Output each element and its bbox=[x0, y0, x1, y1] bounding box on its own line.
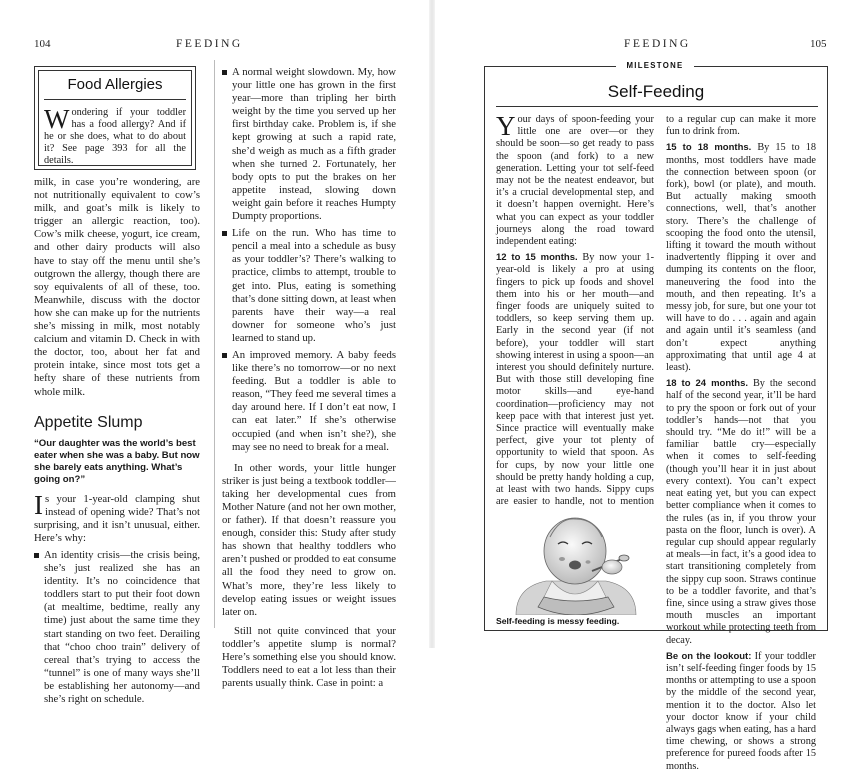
running-head: FEEDING bbox=[176, 38, 243, 50]
list-item: Life on the run. Who has time to pencil a meal into a schedule as busy as your toddler’s? There’s walking to practice, climbs to attempt, trouble to get into. Plus, eating is something that’s done sitting down, at least when parents have their way—a real downer for someone who’s just learned to stand up. bbox=[222, 227, 396, 345]
box-text bbox=[44, 104, 186, 167]
paragraph: Is your 1-year-old clamping shut instead of opening wide? That’s not surprising, and it isn’t unusual, either. Here’s why: bbox=[34, 489, 200, 544]
running-head: FEEDING bbox=[624, 38, 691, 50]
box-body: ondering if your toddler has a food allergy? And if he or she does, what to do about it? See page 393 for all the details. bbox=[44, 107, 186, 166]
paragraph: Be on the lookout: If your toddler isn’t self-feeding finger foods by 15 months or attempting to use a spoon by the middle of the second year, mention it to the doctor. Also let your doctor know if your child always gags when eating, has a hard time chewing, or shows a strong preference for pureed foods after 15 months. bbox=[666, 650, 816, 772]
illustration-caption: Self-feeding is messy feeding. bbox=[496, 616, 620, 626]
paragraph: Your days of spoon-feeding your little one are over—or they should be soon—so get ready to pass the spoon (and fork) to a new generation. Letting your tot self-feed may not be the neatest endeavor, but it’s a crucial developmental step, and it doesn’t happen overnight. Here’s what you can expect as your toddler journeys along the road toward independent eating: bbox=[496, 111, 654, 248]
paragraph: 18 to 24 months. By the second half of the second year, it’ll be hard to pry the spoon or fork out of your toddler’s hands—not that you should try. “Me do it!” will be a familiar battle cry—especially when it comes to self-feeding (though you’ll hear it in just about every context). You can’t expect neat eating yet, but you can expect better compliance when it comes to the rules (as in, if you throw your pasta on the floor, lunch is over). A regular cup should appear regularly at meals—in fact, it’s a good idea to start transitioning completely from the sippy cup soon. Straws continue to be a toddler favorite, and that’s fine, since using a straw gives those mouth muscles an important workout while protecting teeth from decay. bbox=[666, 378, 816, 646]
paragraph: to a regular cup can make it more fun to drink from. bbox=[666, 114, 816, 138]
box-title: Food Allergies bbox=[67, 76, 163, 93]
list-item: An identity crisis—the crisis being, she’s just realized she has an identity. It’s no coincidence that toddlers start to put their foot down (at mealtime, bedtime, really any time) just about the same time they start standing on two feet. Derailing that “choo choo train” delivery of cereal that’s trying to access the “tunnel” is one of many ways she’ll be establishing her autonomy—and she’s right on schedule. bbox=[34, 549, 200, 706]
milestone-title: Self-Feeding bbox=[607, 82, 705, 101]
paragraph: 12 to 15 months. By now your 1-year-old is likely a pro at using fingers to pick up foods and shovel them into his or her mouth—and finger foods are uniquely suited to toddlers, so keep serving them up. Early in the second year (if not before), your toddler will start showing interest in using a spoon—an interest you should definitely nurture. But with those still developing fine motor skills—and eye-hand coordination—proficiency may not keep pace with that interest just yet. Since practice will eventually make perfect, give your tot plenty of opportunity to wield that spoon. As for cups, by now your little one should be pretty handy holding a cup, at least with two hands. Sippy cups are easier to handle, not to mention bbox=[496, 252, 654, 508]
left-column-1 bbox=[34, 176, 200, 710]
paragraph: Still not quite convinced that your toddler’s appetite slump is normal? Here’s something else you should know. Toddlers need to eat a lot less than their parents usually think. Case in point: a bbox=[222, 624, 396, 690]
column-divider bbox=[214, 60, 215, 628]
list-item: A normal weight slowdown. My, how your little one has grown in the first year—more than tripling her birth weight by the time you served up her first birthday cake. Problem is, if she kept growing at such a rapid rate, she’d weigh as much as a fifth grader when she turned 2. Fortunately, her body opts to put the brakes on her appetite instead, slowing down weight gain before it reaches Humpty Dumpty proportions. bbox=[222, 66, 396, 223]
left-column-2 bbox=[222, 66, 396, 690]
page-number: 105 bbox=[810, 38, 827, 50]
drop-cap: Y bbox=[496, 111, 516, 141]
milestone-label: MILESTONE bbox=[616, 60, 694, 72]
right-column-1 bbox=[496, 111, 654, 549]
baby-eating-illustration bbox=[496, 507, 654, 615]
drop-cap: I bbox=[34, 489, 43, 520]
paragraph: In other words, your little hunger striker is just being a textbook toddler—taking her developmental cues from Mother Nature (and not her own mother, or father). If that doesn’t reassure you enough, consider this: Study after study has shown that healthy toddlers who aren’t pushed or prodded to eat consume all the food they need to grow on. What’s more, they’re less likely to develop eating issues or weight issues later on. bbox=[222, 461, 396, 618]
paragraph: milk, in case you’re wondering, are not nutritionally equivalent to cow’s milk, and goat’s milk is likely to trigger an allergic reaction, too). Cow’s milk cheese, yogurt, ice cream, and other dairy products will also have to stay off the menu until she’s outgrown the allergy, though there are soy equivalents of all of these, too. Meanwhile, discuss with the doctor how she can make up for the nutrients she’s missing in milk, most notably calcium and vitamin D. Check in with the doctor, too, about her fat and protein intake, since most tots get a hefty share of these nutrients from whole milk. bbox=[34, 176, 200, 398]
page-number: 104 bbox=[34, 38, 51, 50]
section-heading: Appetite Slump bbox=[34, 413, 143, 431]
food-allergies-box bbox=[34, 66, 196, 170]
title-rule bbox=[496, 106, 818, 107]
bullet-list bbox=[34, 549, 200, 706]
list-item: An improved memory. A baby feeds like there’s no tomorrow—or no next feeding. But a toddler is able to reason, “They feed me several times a day around here. If I don’t eat now, I can eat later.” If she’s otherwise occupied (and when isn’t she?), she may see no need to break for a meal. bbox=[222, 349, 396, 454]
drop-cap: W bbox=[44, 104, 70, 134]
right-column-2 bbox=[666, 114, 816, 777]
bullet-list bbox=[222, 66, 396, 454]
paragraph: 15 to 18 months. By 15 to 18 months, most toddlers have made the connection between spoon (or fork), bowl (or plate), and mouth. But actually making smooth connections, well, that’s another story. There’s the challenge of scooping the food onto the utensil, lifting it toward the mouth without inadvertently flipping it over and dumping its contents on the floor, maneuvering the food into the mouth, and then repeating. It’s a messy job, for sure, but one your tot will have to do . . . again and again and again until it’s seamless (and don’t expect anything approximating that until age 4 at least). bbox=[666, 142, 816, 374]
reader-question: “Our daughter was the world’s best eater when she was a baby. But now she barely eats anything. What’s going on?” bbox=[34, 437, 200, 485]
box-rule bbox=[44, 99, 186, 100]
